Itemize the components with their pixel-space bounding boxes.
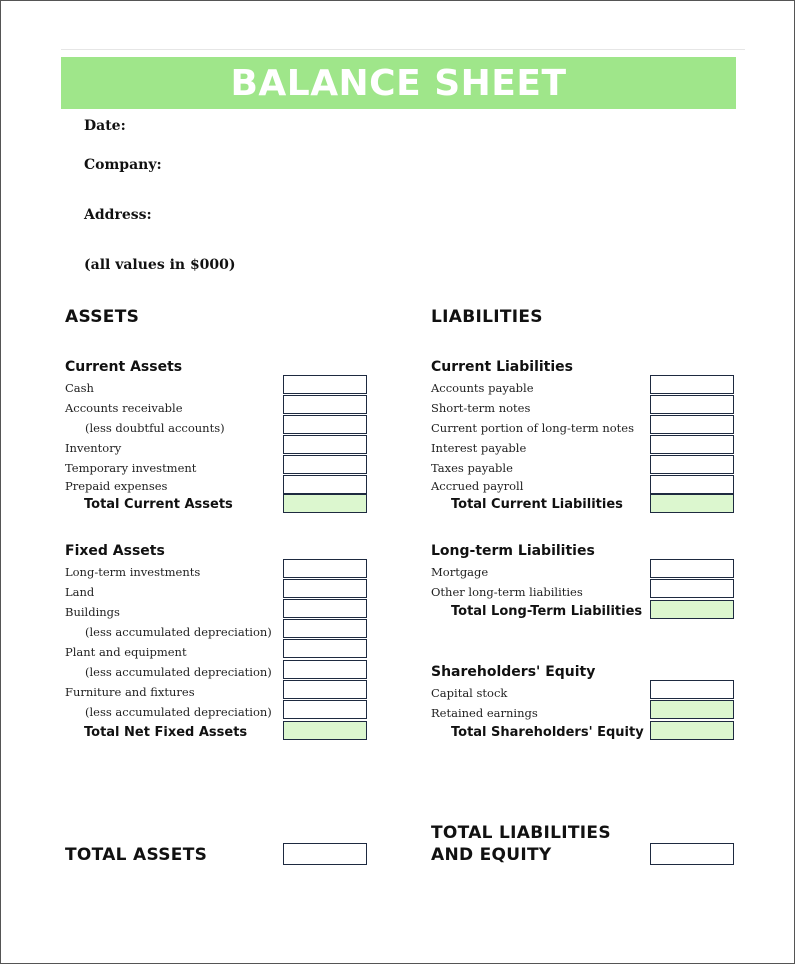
long-term-investments-value-cell[interactable]	[283, 559, 367, 578]
total-liabilities-line: TOTAL LIABILITIES	[431, 823, 611, 843]
top-rule	[61, 49, 745, 50]
total-assets-cell[interactable]	[283, 843, 367, 865]
total-liabilities-and-equity-label	[431, 822, 611, 866]
row-label-long-term-investments: Long-term investments	[65, 565, 201, 579]
short-term-notes-value-cell[interactable]	[650, 395, 734, 414]
current-liabilities-heading: Current Liabilities	[431, 359, 573, 375]
total-current-assets-cell[interactable]	[283, 494, 367, 513]
title-banner	[61, 57, 736, 109]
total-current-assets-label: Total Current Assets	[84, 497, 233, 512]
row-label-prepaid-expenses: Prepaid expenses	[65, 479, 168, 493]
row-label-capital-stock: Capital stock	[431, 686, 508, 700]
shareholders-equity-heading: Shareholders' Equity	[431, 664, 596, 680]
interest-payable-value-cell[interactable]	[650, 435, 734, 454]
fixed-assets-heading: Fixed Assets	[65, 543, 165, 559]
row-label-less-depreciation-buildings: (less accumulated depreciation)	[85, 625, 272, 639]
taxes-payable-value-cell[interactable]	[650, 455, 734, 474]
total-current-liabilities-cell[interactable]	[650, 494, 734, 513]
land-value-cell[interactable]	[283, 579, 367, 598]
row-label-accounts-receivable: Accounts receivable	[65, 401, 183, 415]
other-long-term-liabilities-value-cell[interactable]	[650, 579, 734, 598]
row-label-less-depreciation-plant: (less accumulated depreciation)	[85, 665, 272, 679]
less-doubtful-accounts-value-cell[interactable]	[283, 415, 367, 434]
row-label-mortgage: Mortgage	[431, 565, 489, 579]
row-label-short-term-notes: Short-term notes	[431, 401, 531, 415]
current-assets-heading: Current Assets	[65, 359, 183, 375]
total-shareholders-equity-label: Total Shareholders' Equity	[451, 725, 644, 740]
assets-heading: ASSETS	[65, 307, 140, 327]
buildings-value-cell[interactable]	[283, 599, 367, 618]
row-label-less-doubtful-accounts: (less doubtful accounts)	[85, 421, 225, 435]
prepaid-expenses-value-cell[interactable]	[283, 475, 367, 494]
and-equity-line: AND EQUITY	[431, 845, 552, 865]
total-long-term-liabilities-cell[interactable]	[650, 600, 734, 619]
address-label: Address:	[84, 207, 152, 223]
row-label-current-portion-long-term-notes: Current portion of long-term notes	[431, 421, 634, 435]
total-current-liabilities-label: Total Current Liabilities	[451, 497, 623, 512]
row-label-interest-payable: Interest payable	[431, 441, 527, 455]
units-note: (all values in $000)	[84, 257, 236, 273]
row-label-other-long-term-liabilities: Other long-term liabilities	[431, 585, 583, 599]
long-term-liabilities-heading: Long-term Liabilities	[431, 543, 595, 559]
total-net-fixed-assets-cell[interactable]	[283, 721, 367, 740]
date-label: Date:	[84, 118, 126, 134]
liabilities-heading: LIABILITIES	[431, 307, 543, 327]
row-label-retained-earnings: Retained earnings	[431, 706, 538, 720]
row-label-taxes-payable: Taxes payable	[431, 461, 513, 475]
row-label-buildings: Buildings	[65, 605, 120, 619]
row-label-temporary-investment: Temporary investment	[65, 461, 197, 475]
accounts-payable-value-cell[interactable]	[650, 375, 734, 394]
row-label-accrued-payroll: Accrued payroll	[431, 479, 524, 493]
row-label-inventory: Inventory	[65, 441, 122, 455]
capital-stock-value-cell[interactable]	[650, 680, 734, 699]
less-depreciation-furniture-value-cell[interactable]	[283, 700, 367, 719]
row-label-land: Land	[65, 585, 95, 599]
total-long-term-liabilities-label: Total Long-Term Liabilities	[451, 604, 643, 619]
page-title: BALANCE SHEET	[230, 62, 567, 104]
row-label-plant-and-equipment: Plant and equipment	[65, 645, 187, 659]
temporary-investment-value-cell[interactable]	[283, 455, 367, 474]
current-portion-long-term-notes-value-cell[interactable]	[650, 415, 734, 434]
less-depreciation-plant-value-cell[interactable]	[283, 660, 367, 679]
mortgage-value-cell[interactable]	[650, 559, 734, 578]
row-label-cash: Cash	[65, 381, 94, 395]
accrued-payroll-value-cell[interactable]	[650, 475, 734, 494]
row-label-less-depreciation-furniture: (less accumulated depreciation)	[85, 705, 272, 719]
furniture-and-fixtures-value-cell[interactable]	[283, 680, 367, 699]
row-label-accounts-payable: Accounts payable	[431, 381, 534, 395]
retained-earnings-value-cell[interactable]	[650, 700, 734, 719]
total-net-fixed-assets-label: Total Net Fixed Assets	[84, 725, 248, 740]
inventory-value-cell[interactable]	[283, 435, 367, 454]
accounts-receivable-value-cell[interactable]	[283, 395, 367, 414]
plant-and-equipment-value-cell[interactable]	[283, 639, 367, 658]
less-depreciation-buildings-value-cell[interactable]	[283, 619, 367, 638]
row-label-furniture-and-fixtures: Furniture and fixtures	[65, 685, 195, 699]
total-liabilities-and-equity-cell[interactable]	[650, 843, 734, 865]
cash-value-cell[interactable]	[283, 375, 367, 394]
company-label: Company:	[84, 157, 162, 173]
total-shareholders-equity-cell[interactable]	[650, 721, 734, 740]
total-assets-label: TOTAL ASSETS	[65, 845, 208, 865]
